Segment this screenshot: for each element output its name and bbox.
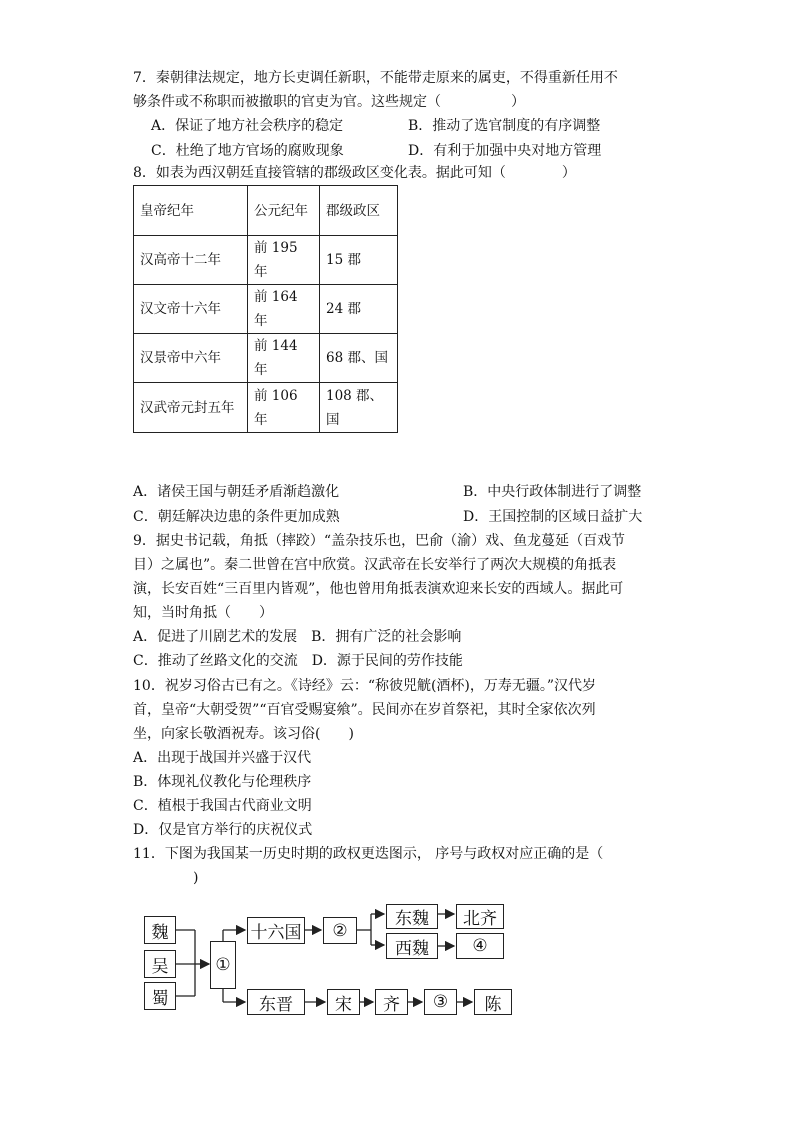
node-dongjin: 东晋 — [247, 989, 305, 1015]
table-header: 皇帝纪年 — [134, 186, 248, 236]
q7-option-a: A．保证了地方社会秩序的稳定 — [151, 118, 344, 134]
q10-option-d: D．仅是官方举行的庆祝仪式 — [133, 822, 313, 838]
table-cell: 汉高帝十二年 — [134, 236, 248, 285]
q10-stem-line1: 10．祝岁习俗古已有之。《诗经》云：“称彼兕觥(酒杯)，万寿无疆。”汉代岁 — [133, 678, 597, 694]
table-cell: 汉武帝元封五年 — [134, 383, 248, 433]
node-song: 宋 — [327, 989, 360, 1015]
q10-stem-line2: 首，皇帝“大朝受贺”“百官受赐宴飨”。民间亦在岁首祭祀，其时全家依次列 — [133, 702, 596, 718]
table-cell: 24 郡 — [320, 285, 398, 334]
table-cell: 前 106 年 — [248, 383, 320, 433]
table-header: 公元纪年 — [248, 186, 320, 236]
table-cell: 前 144 年 — [248, 334, 320, 383]
table-cell: 前 195 年 — [248, 236, 320, 285]
table-row — [134, 285, 398, 334]
table-row — [134, 236, 398, 285]
q9-stem-line2: 目）之属也”。秦二世曾在宫中欣赏。汉武帝在长安举行了两次大规模的角抵表 — [133, 557, 617, 573]
table-cell: 汉文帝十六年 — [134, 285, 248, 334]
q9-stem-line1: 9．据史书记载，角抵（摔跤）“盖杂技乐也，巴俞（渝）戏、鱼龙蔓延（百戏节 — [133, 533, 626, 549]
q11-stem-line2: ) — [193, 870, 199, 886]
node-wei: 魏 — [144, 916, 176, 944]
q9-stem-line4: 知，当时角抵（ ） — [133, 605, 273, 621]
q7-stem-line1: 7．秦朝律法规定，地方长吏调任新职，不能带走原来的属吏，不得重新任用不 — [133, 70, 618, 86]
q10-stem-line3: 坐，向家长敬酒祝寿。该习俗( ) — [133, 726, 354, 742]
table-header-row — [134, 186, 398, 236]
q10-option-b: B．体现礼仪教化与伦理秩序 — [133, 774, 312, 790]
table-row — [134, 334, 398, 383]
q8-stem: 8．如表为西汉朝廷直接管辖的郡级政区变化表。据此可知（ ） — [133, 165, 576, 181]
q7-option-c: C．杜绝了地方官场的腐败现象 — [151, 143, 344, 159]
node-wu: 吴 — [144, 950, 176, 978]
node-sixteen-kingdoms: 十六国 — [247, 917, 305, 944]
q7-option-d: D．有利于加强中央对地方管理 — [408, 143, 602, 159]
q8-table — [133, 185, 398, 433]
q10-option-c: C．植根于我国古代商业文明 — [133, 798, 312, 814]
regime-succession-diagram — [140, 904, 520, 1024]
node-shu: 蜀 — [144, 982, 176, 1010]
node-dongwei: 东魏 — [386, 904, 438, 929]
table-cell: 15 郡 — [320, 236, 398, 285]
q8-option-d: D．王国控制的区域日益扩大 — [463, 509, 643, 525]
table-cell: 汉景帝中六年 — [134, 334, 248, 383]
node-1: ① — [210, 941, 236, 989]
node-xiwei: 西魏 — [386, 933, 438, 959]
node-chen: 陈 — [474, 989, 512, 1015]
q9-options-cd: C．推动了丝路文化的交流 D．源于民间的劳作技能 — [133, 653, 463, 669]
node-qi: 齐 — [375, 989, 408, 1015]
q7-option-b: B．推动了选官制度的有序调整 — [408, 118, 601, 134]
q8-option-b: B．中央行政体制进行了调整 — [463, 484, 642, 500]
q8-option-a: A．诸侯王国与朝廷矛盾渐趋激化 — [133, 484, 340, 500]
node-2: ② — [323, 917, 357, 944]
table-cell: 68 郡、国 — [320, 334, 398, 383]
node-4: ④ — [456, 933, 504, 959]
q10-option-a: A．出现于战国并兴盛于汉代 — [133, 750, 312, 766]
table-cell: 108 郡、国 — [320, 383, 398, 433]
q9-options-ab: A．促进了川剧艺术的发展 B．拥有广泛的社会影响 — [133, 629, 462, 645]
q11-stem-line1: 11．下图为我国某一历史时期的政权更迭图示， 序号与政权对应正确的是（ — [133, 846, 604, 862]
node-3: ③ — [424, 989, 457, 1015]
q8-option-c: C．朝廷解决边患的条件更加成熟 — [133, 509, 340, 525]
node-beiqi: 北齐 — [456, 904, 504, 929]
table-row — [134, 383, 398, 433]
table-header: 郡级政区 — [320, 186, 398, 236]
q9-stem-line3: 演，长安百姓“三百里内皆观”，他也曾用角抵表演欢迎来长安的西域人。据此可 — [133, 581, 624, 597]
table-cell: 前 164 年 — [248, 285, 320, 334]
q7-stem-line2: 够条件或不称职而被撤职的官吏为官。这些规定（ ） — [133, 94, 525, 110]
